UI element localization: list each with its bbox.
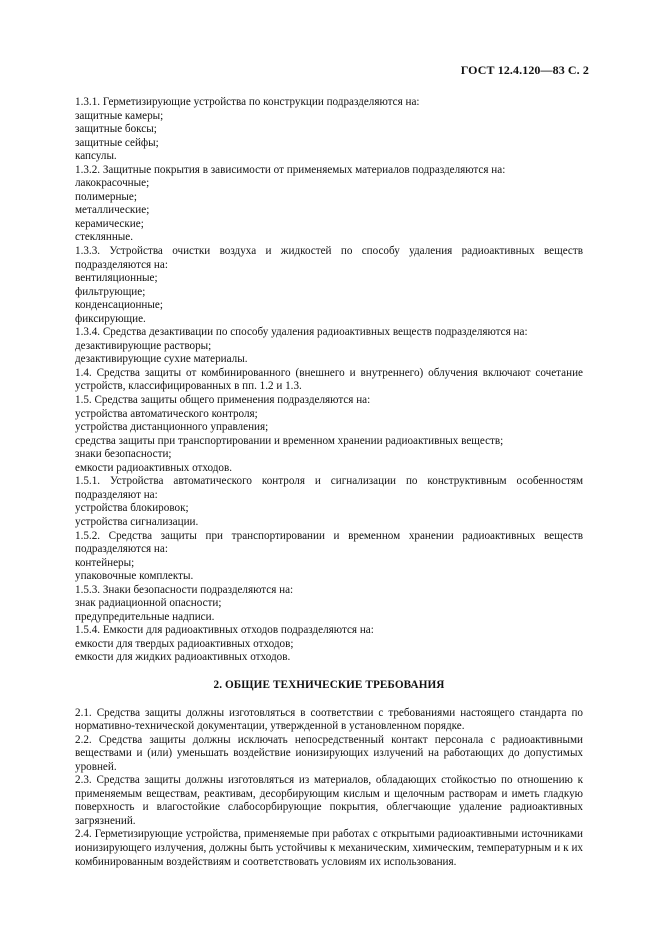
list-line: металлические; (75, 204, 150, 217)
list-line: 1.3.1. Герметизирующие устройства по конструкции подразделяются на: (75, 96, 420, 108)
list-line: лакокрасочные; (75, 177, 150, 190)
requirement-paragraph: 2.3. Средства защиты должны изготовляться из материалов, обладающих стойкостью по отношению к применяемым веществам, реактивам, десорбирующим кислым и щелочным растворам и иметь гладкую поверхность и влагостойкие слабосорбирующие покрытия, облегчающие удаление радиоактивных загрязнений. (75, 774, 583, 827)
list-line: устройства автоматического контроля; (75, 407, 258, 420)
list-line: 1.3.4. Средства дезактивации по способу удаления радиоактивных веществ подразделяются на: (75, 326, 528, 339)
list-line: полимерные; (75, 190, 137, 203)
list-line: дезактивирующие сухие материалы. (75, 353, 248, 366)
list-line: упаковочные комплекты. (75, 570, 194, 583)
requirement-paragraph: 2.1. Средства защиты должны изготовляться в соответствии с требованиями настоящего стандарта по нормативно-технической документации, утвержденной в установленном порядке. (75, 706, 583, 733)
classification-list (75, 96, 583, 665)
list-line: защитные боксы; (75, 123, 157, 136)
list-line: предупредительные надписи. (75, 610, 215, 623)
list-line: емкости для жидких радиоактивных отходов. (75, 651, 291, 664)
list-line: 1.5.4. Емкости для радиоактивных отходов подразделяются на: (75, 624, 374, 637)
list-line: емкости для твердых радиоактивных отходов; (75, 637, 294, 650)
page-header: ГОСТ 12.4.120—83 С. 2 (460, 63, 589, 77)
list-line: 1.5.1. Устройства автоматического контроля и сигнализации по конструктивным особенностям подразделяют на: (75, 475, 583, 501)
list-line: конденсационные; (75, 299, 163, 312)
technical-requirements (75, 707, 583, 870)
list-line: контейнеры; (75, 556, 135, 569)
list-line: устройства блокировок; (75, 502, 189, 515)
list-line: стеклянные. (75, 231, 133, 244)
list-line: емкости радиоактивных отходов. (75, 461, 233, 474)
requirement-paragraph: 2.4. Герметизирующие устройства, применяемые при работах с открытыми радиоактивными источниками ионизирующего излучения, должны быть устойчивы к механическим, химическим, температурным и к их комбинированным воздействиям и соответствовать условиям их использования. (75, 828, 583, 868)
list-line: вентиляционные; (75, 272, 158, 285)
list-line: знак радиационной опасности; (75, 597, 222, 610)
list-line: капсулы. (75, 150, 117, 163)
list-line: 1.3.3. Устройства очистки воздуха и жидкостей по способу удаления радиоактивных веществ подразделяются на: (75, 245, 583, 271)
list-line: 1.5. Средства защиты общего применения подразделяются на: (75, 394, 371, 407)
list-line: керамические; (75, 217, 144, 230)
list-line: средства защиты при транспортировании и временном хранении радиоактивных веществ; (75, 434, 504, 447)
list-line: устройства сигнализации. (75, 515, 199, 528)
list-line: знаки безопасности; (75, 448, 172, 461)
list-line: устройства дистанционного управления; (75, 421, 269, 434)
list-line: фильтрующие; (75, 285, 146, 298)
list-line: 1.5.3. Знаки безопасности подразделяются на: (75, 583, 294, 596)
list-line: фиксирующие. (75, 312, 146, 325)
list-line: 1.5.2. Средства защиты при транспортировании и временном хранении радиоактивных веществ подразделяются на: (75, 529, 583, 556)
list-line: 1.4. Средства защиты от комбинированного (внешнего и внутреннего) облучения включают сочетание устройств, классифицированных в пп. 1.2 и 1.3. (75, 366, 583, 393)
document-body (75, 96, 583, 869)
section-heading: 2. ОБЩИЕ ТЕХНИЧЕСКИЕ ТРЕБОВАНИЯ (213, 678, 445, 691)
requirement-paragraph: 2.2. Средства защиты должны исключать непосредственный контакт персонала с радиоактивными веществами и (или) уменьшать воздействие ионизирующих излучений на работающих до допустимых уровней. (75, 733, 583, 773)
list-line: дезактивирующие растворы; (75, 339, 212, 352)
list-line: защитные камеры; (75, 109, 164, 122)
list-line: 1.3.2. Защитные покрытия в зависимости от применяемых материалов подразделяются на: (75, 163, 506, 176)
list-line: защитные сейфы; (75, 136, 159, 149)
